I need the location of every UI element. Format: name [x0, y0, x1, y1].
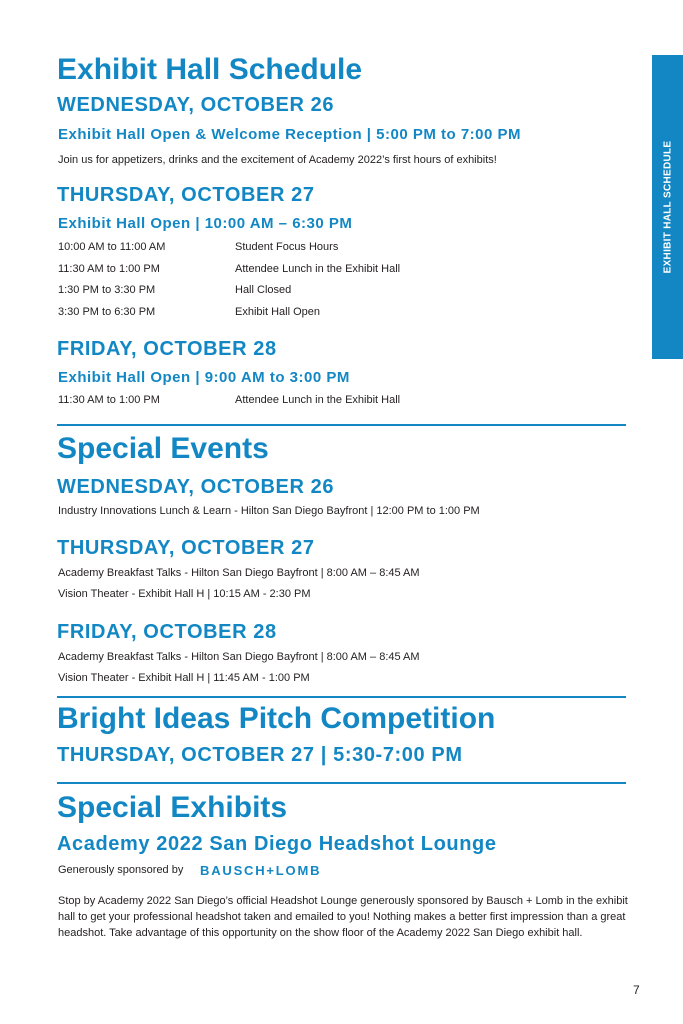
schedule-time: 3:30 PM to 6:30 PM — [58, 306, 156, 318]
exhibit-wed-heading: WEDNESDAY, OCTOBER 26 — [57, 94, 335, 116]
exhibit-wed-description: Join us for appetizers, drinks and the excitement of Academy 2022’s first hours of exhibits! — [58, 154, 497, 166]
schedule-event: Hall Closed — [235, 284, 292, 296]
special-events-title: Special Events — [57, 432, 269, 465]
events-wed-heading: WEDNESDAY, OCTOBER 26 — [57, 476, 335, 498]
exhibit-fri-subheading: Exhibit Hall Open | 9:00 AM to 3:00 PM — [58, 369, 350, 386]
special-exhibits-title: Special Exhibits — [57, 791, 288, 824]
schedule-time: 11:30 AM to 1:00 PM — [58, 263, 160, 275]
side-tab — [652, 55, 683, 359]
headshot-description: Stop by Academy 2022 San Diego’s official Headshot Lounge generously sponsored by Bausch + Lomb in the exhibit hall to get your professional headshot taken and emailed to you! Nothing makes a better first impression than a great headshot. Take advantage of this opportunity on the show floor of the Academy 2022 San Diego exhibit hall. — [58, 895, 628, 939]
schedule-event: Attendee Lunch in the Exhibit Hall — [235, 394, 401, 406]
page-number: 7 — [633, 983, 640, 997]
exhibit-fri-heading: FRIDAY, OCTOBER 28 — [57, 338, 277, 360]
side-tab-label: EXHIBIT HALL SCHEDULE — [662, 140, 673, 274]
event-line: Industry Innovations Lunch & Learn - Hilton San Diego Bayfront | 12:00 PM to 1:00 PM — [58, 505, 480, 517]
exhibit-wed-subheading: Exhibit Hall Open & Welcome Reception | 5:00 PM to 7:00 PM — [58, 126, 522, 143]
event-line: Vision Theater - Exhibit Hall H | 11:45 AM - 1:00 PM — [58, 672, 310, 684]
exhibit-thu-heading: THURSDAY, OCTOBER 27 — [57, 184, 315, 206]
pitch-title: Bright Ideas Pitch Competition — [57, 702, 496, 735]
sponsor-label: Generously sponsored by — [58, 864, 184, 876]
section-divider — [57, 782, 626, 784]
events-thu-heading: THURSDAY, OCTOBER 27 — [57, 537, 315, 559]
exhibit-thu-subheading: Exhibit Hall Open | 10:00 AM – 6:30 PM — [58, 215, 353, 232]
exhibit-hall-title: Exhibit Hall Schedule — [57, 53, 363, 86]
schedule-event: Exhibit Hall Open — [235, 306, 320, 318]
schedule-event: Student Focus Hours — [235, 241, 339, 253]
pitch-day-heading: THURSDAY, OCTOBER 27 | 5:30-7:00 PM — [57, 744, 463, 766]
headshot-lounge-heading: Academy 2022 San Diego Headshot Lounge — [57, 833, 497, 855]
bausch-lomb-logo: BAUSCH+LOMB — [200, 863, 322, 878]
event-line: Academy Breakfast Talks - Hilton San Diego Bayfront | 8:00 AM – 8:45 AM — [58, 651, 420, 663]
schedule-event: Attendee Lunch in the Exhibit Hall — [235, 263, 401, 275]
event-line: Academy Breakfast Talks - Hilton San Diego Bayfront | 8:00 AM – 8:45 AM — [58, 567, 420, 579]
schedule-time: 1:30 PM to 3:30 PM — [58, 284, 156, 296]
events-fri-heading: FRIDAY, OCTOBER 28 — [57, 621, 277, 643]
section-divider — [57, 696, 626, 698]
event-line: Vision Theater - Exhibit Hall H | 10:15 AM - 2:30 PM — [58, 588, 311, 600]
section-divider — [57, 424, 626, 426]
schedule-time: 10:00 AM to 11:00 AM — [58, 241, 166, 253]
schedule-time: 11:30 AM to 1:00 PM — [58, 394, 160, 406]
